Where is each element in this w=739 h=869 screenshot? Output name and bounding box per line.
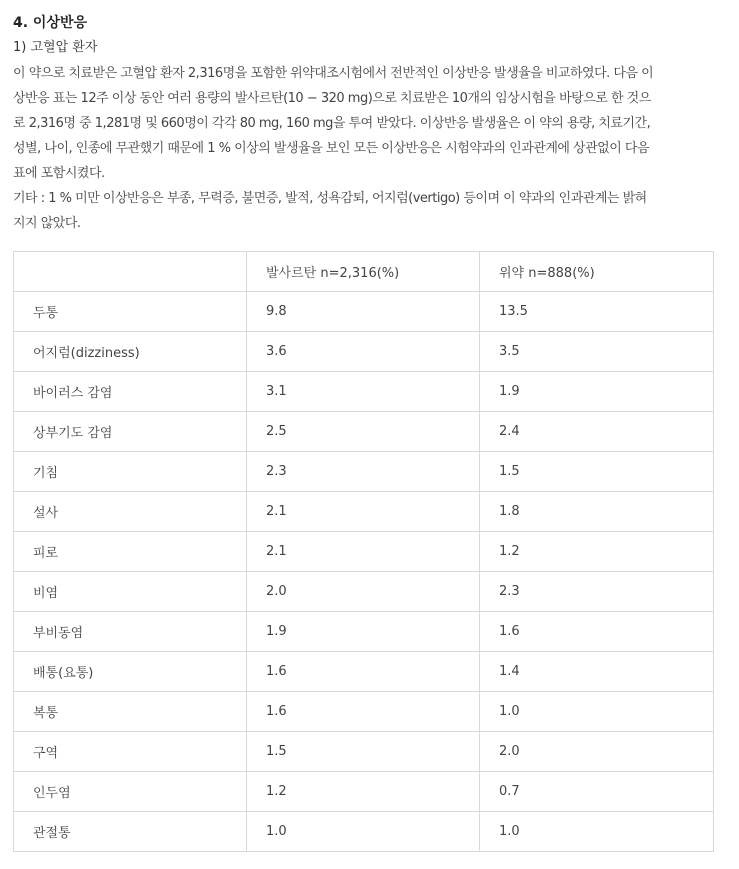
placebo-value-cell: 1.0: [480, 692, 714, 732]
header-cell: 발사르탄 n=2,316(%): [247, 252, 480, 292]
reaction-name-cell: 복통: [14, 692, 247, 732]
valsartan-value-cell: 2.0: [247, 572, 480, 612]
reaction-name-cell: 기침: [14, 452, 247, 492]
paragraph-line: 지지 않았다.: [13, 216, 81, 231]
reaction-name-cell: 어지럼(dizziness): [14, 332, 247, 372]
placebo-value-cell: 1.0: [480, 812, 714, 852]
placebo-value-cell: 13.5: [480, 292, 714, 332]
placebo-value-cell: 1.2: [480, 532, 714, 572]
reaction-name-cell: 두통: [14, 292, 247, 332]
table-row: [14, 372, 714, 412]
reaction-name-cell: 관절통: [14, 812, 247, 852]
placebo-value-cell: 1.6: [480, 612, 714, 652]
table-row: [14, 492, 714, 532]
reaction-name-cell: 구역: [14, 732, 247, 772]
table-body: [14, 292, 714, 852]
reaction-name-cell: 피로: [14, 532, 247, 572]
valsartan-value-cell: 2.1: [247, 532, 480, 572]
placebo-value-cell: 0.7: [480, 772, 714, 812]
placebo-value-cell: 1.9: [480, 372, 714, 412]
description-paragraph: [13, 61, 726, 186]
valsartan-value-cell: 2.5: [247, 412, 480, 452]
paragraph-line: 표에 포함시켰다.: [13, 166, 105, 181]
table-row: [14, 332, 714, 372]
table-row: [14, 292, 714, 332]
table-row: [14, 812, 714, 852]
paragraph-line: 성별, 나이, 인종에 무관했기 때문에 1 % 이상의 발생율을 보인 모든 이상반응은 시험약과의 인과관계에 상관없이 다음: [13, 141, 650, 156]
reaction-name-cell: 설사: [14, 492, 247, 532]
valsartan-value-cell: 3.6: [247, 332, 480, 372]
valsartan-value-cell: 1.0: [247, 812, 480, 852]
valsartan-value-cell: 3.1: [247, 372, 480, 412]
placebo-value-cell: 2.0: [480, 732, 714, 772]
reaction-name-cell: 인두염: [14, 772, 247, 812]
valsartan-value-cell: 9.8: [247, 292, 480, 332]
table-row: [14, 612, 714, 652]
placebo-value-cell: 1.5: [480, 452, 714, 492]
valsartan-value-cell: 1.6: [247, 652, 480, 692]
table-row: [14, 772, 714, 812]
header-cell: 위약 n=888(%): [480, 252, 714, 292]
paragraph-line: 상반응 표는 12주 이상 동안 여러 용량의 발사르탄(10 − 320 mg)으로 치료받은 10개의 임상시험을 바탕으로 한 것으: [13, 91, 651, 106]
placebo-value-cell: 3.5: [480, 332, 714, 372]
other-reactions-paragraph: [13, 186, 726, 236]
table-row: [14, 732, 714, 772]
placebo-value-cell: 2.3: [480, 572, 714, 612]
valsartan-value-cell: 2.1: [247, 492, 480, 532]
valsartan-value-cell: 2.3: [247, 452, 480, 492]
table-row: [14, 452, 714, 492]
table-row: [14, 692, 714, 732]
paragraph-line: 로 2,316명 중 1,281명 및 660명이 각각 80 mg, 160 mg을 투여 받았다. 이상반응 발생율은 이 약의 용량, 치료기간,: [13, 116, 651, 131]
reaction-name-cell: 바이러스 감염: [14, 372, 247, 412]
paragraph-line: 기타 : 1 % 미만 이상반응은 부종, 무력증, 불면증, 발적, 성욕감퇴, 어지럼(vertigo) 등이며 이 약과의 인과관계는 밝혀: [13, 191, 647, 206]
table-row: [14, 412, 714, 452]
valsartan-value-cell: 1.2: [247, 772, 480, 812]
table-row: [14, 572, 714, 612]
sub-title: 1) 고혈압 환자: [13, 40, 98, 55]
adverse-reactions-table: [13, 251, 714, 852]
valsartan-value-cell: 1.5: [247, 732, 480, 772]
header-cell: [14, 252, 247, 292]
valsartan-value-cell: 1.9: [247, 612, 480, 652]
table-row: [14, 652, 714, 692]
paragraph-line: 이 약으로 치료받은 고혈압 환자 2,316명을 포함한 위약대조시험에서 전반적인 이상반응 발생율을 비교하였다. 다음 이: [13, 66, 654, 81]
valsartan-value-cell: 1.6: [247, 692, 480, 732]
section-title: 4. 이상반응: [13, 15, 88, 31]
table-header-row: [14, 252, 714, 292]
reaction-name-cell: 배통(요통): [14, 652, 247, 692]
table-row: [14, 532, 714, 572]
reaction-name-cell: 상부기도 감염: [14, 412, 247, 452]
reaction-name-cell: 부비동염: [14, 612, 247, 652]
placebo-value-cell: 1.8: [480, 492, 714, 532]
placebo-value-cell: 1.4: [480, 652, 714, 692]
reaction-name-cell: 비염: [14, 572, 247, 612]
placebo-value-cell: 2.4: [480, 412, 714, 452]
